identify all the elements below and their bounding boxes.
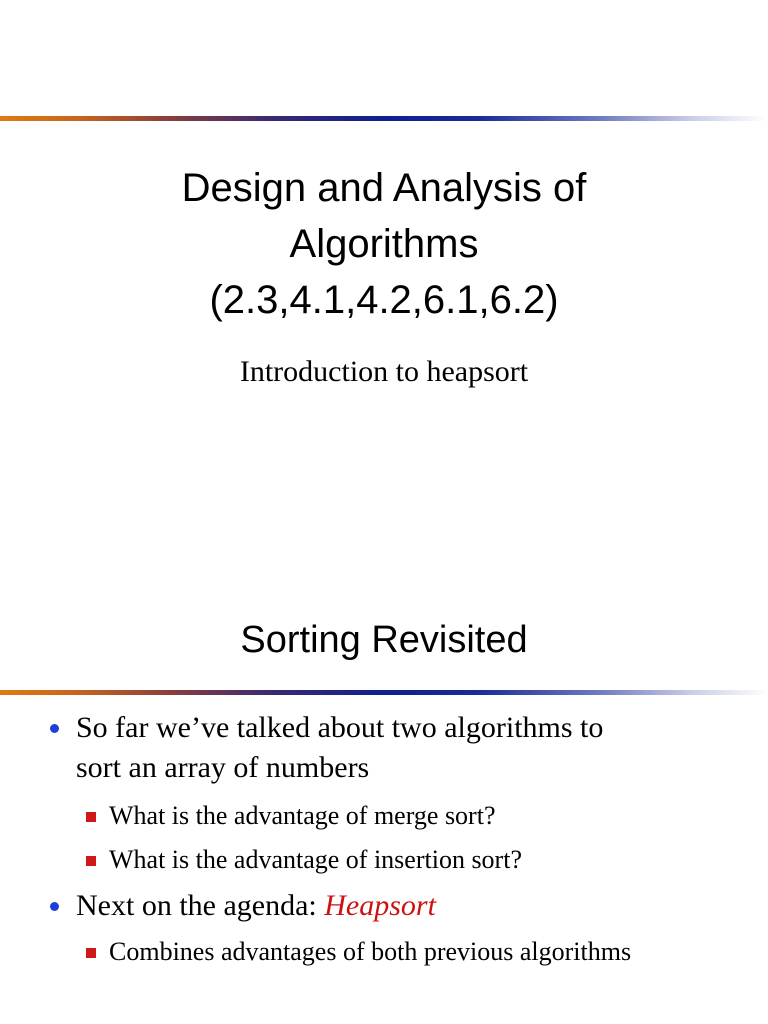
slide-1-title bbox=[0, 160, 768, 328]
sub-bullet-item bbox=[0, 844, 768, 876]
sub-bullet-text: What is the advantage of insertion sort? bbox=[109, 845, 522, 874]
slide-1-title-line-2: Algorithms bbox=[289, 222, 479, 266]
slide-2-title: Sorting Revisited bbox=[240, 619, 528, 661]
sub-bullet-item bbox=[0, 800, 768, 832]
slide-1-subtitle: Introduction to heapsort bbox=[239, 355, 529, 388]
bullet-text-line-2: sort an array of numbers bbox=[76, 751, 370, 784]
bullet-item bbox=[0, 708, 768, 788]
sub-bullet-text: What is the advantage of merge sort? bbox=[109, 801, 496, 830]
blue-dot-icon bbox=[50, 902, 59, 911]
slide-1-title-line-1: Design and Analysis of bbox=[181, 166, 587, 210]
red-square-icon bbox=[86, 812, 96, 822]
slide-2-rule-gradient bbox=[0, 690, 768, 695]
slide-2-bullet-list bbox=[0, 708, 768, 978]
blue-dot-icon bbox=[50, 724, 59, 733]
bullet-text-prefix: Next on the agenda: bbox=[76, 889, 325, 922]
title-rule-gradient bbox=[0, 116, 768, 121]
sub-bullet-text: Combines advantages of both previous algorithms bbox=[109, 937, 632, 966]
sub-bullet-item bbox=[0, 936, 768, 968]
red-square-icon bbox=[86, 856, 96, 866]
bullet-item bbox=[0, 886, 768, 926]
bullet-text-line-1: So far we’ve talked about two algorithms to bbox=[76, 711, 604, 744]
heapsort-emphasis: Heapsort bbox=[324, 889, 436, 922]
red-square-icon bbox=[86, 948, 96, 958]
slide-1-title-line-3: (2.3,4.1,4.2,6.1,6.2) bbox=[209, 278, 559, 322]
